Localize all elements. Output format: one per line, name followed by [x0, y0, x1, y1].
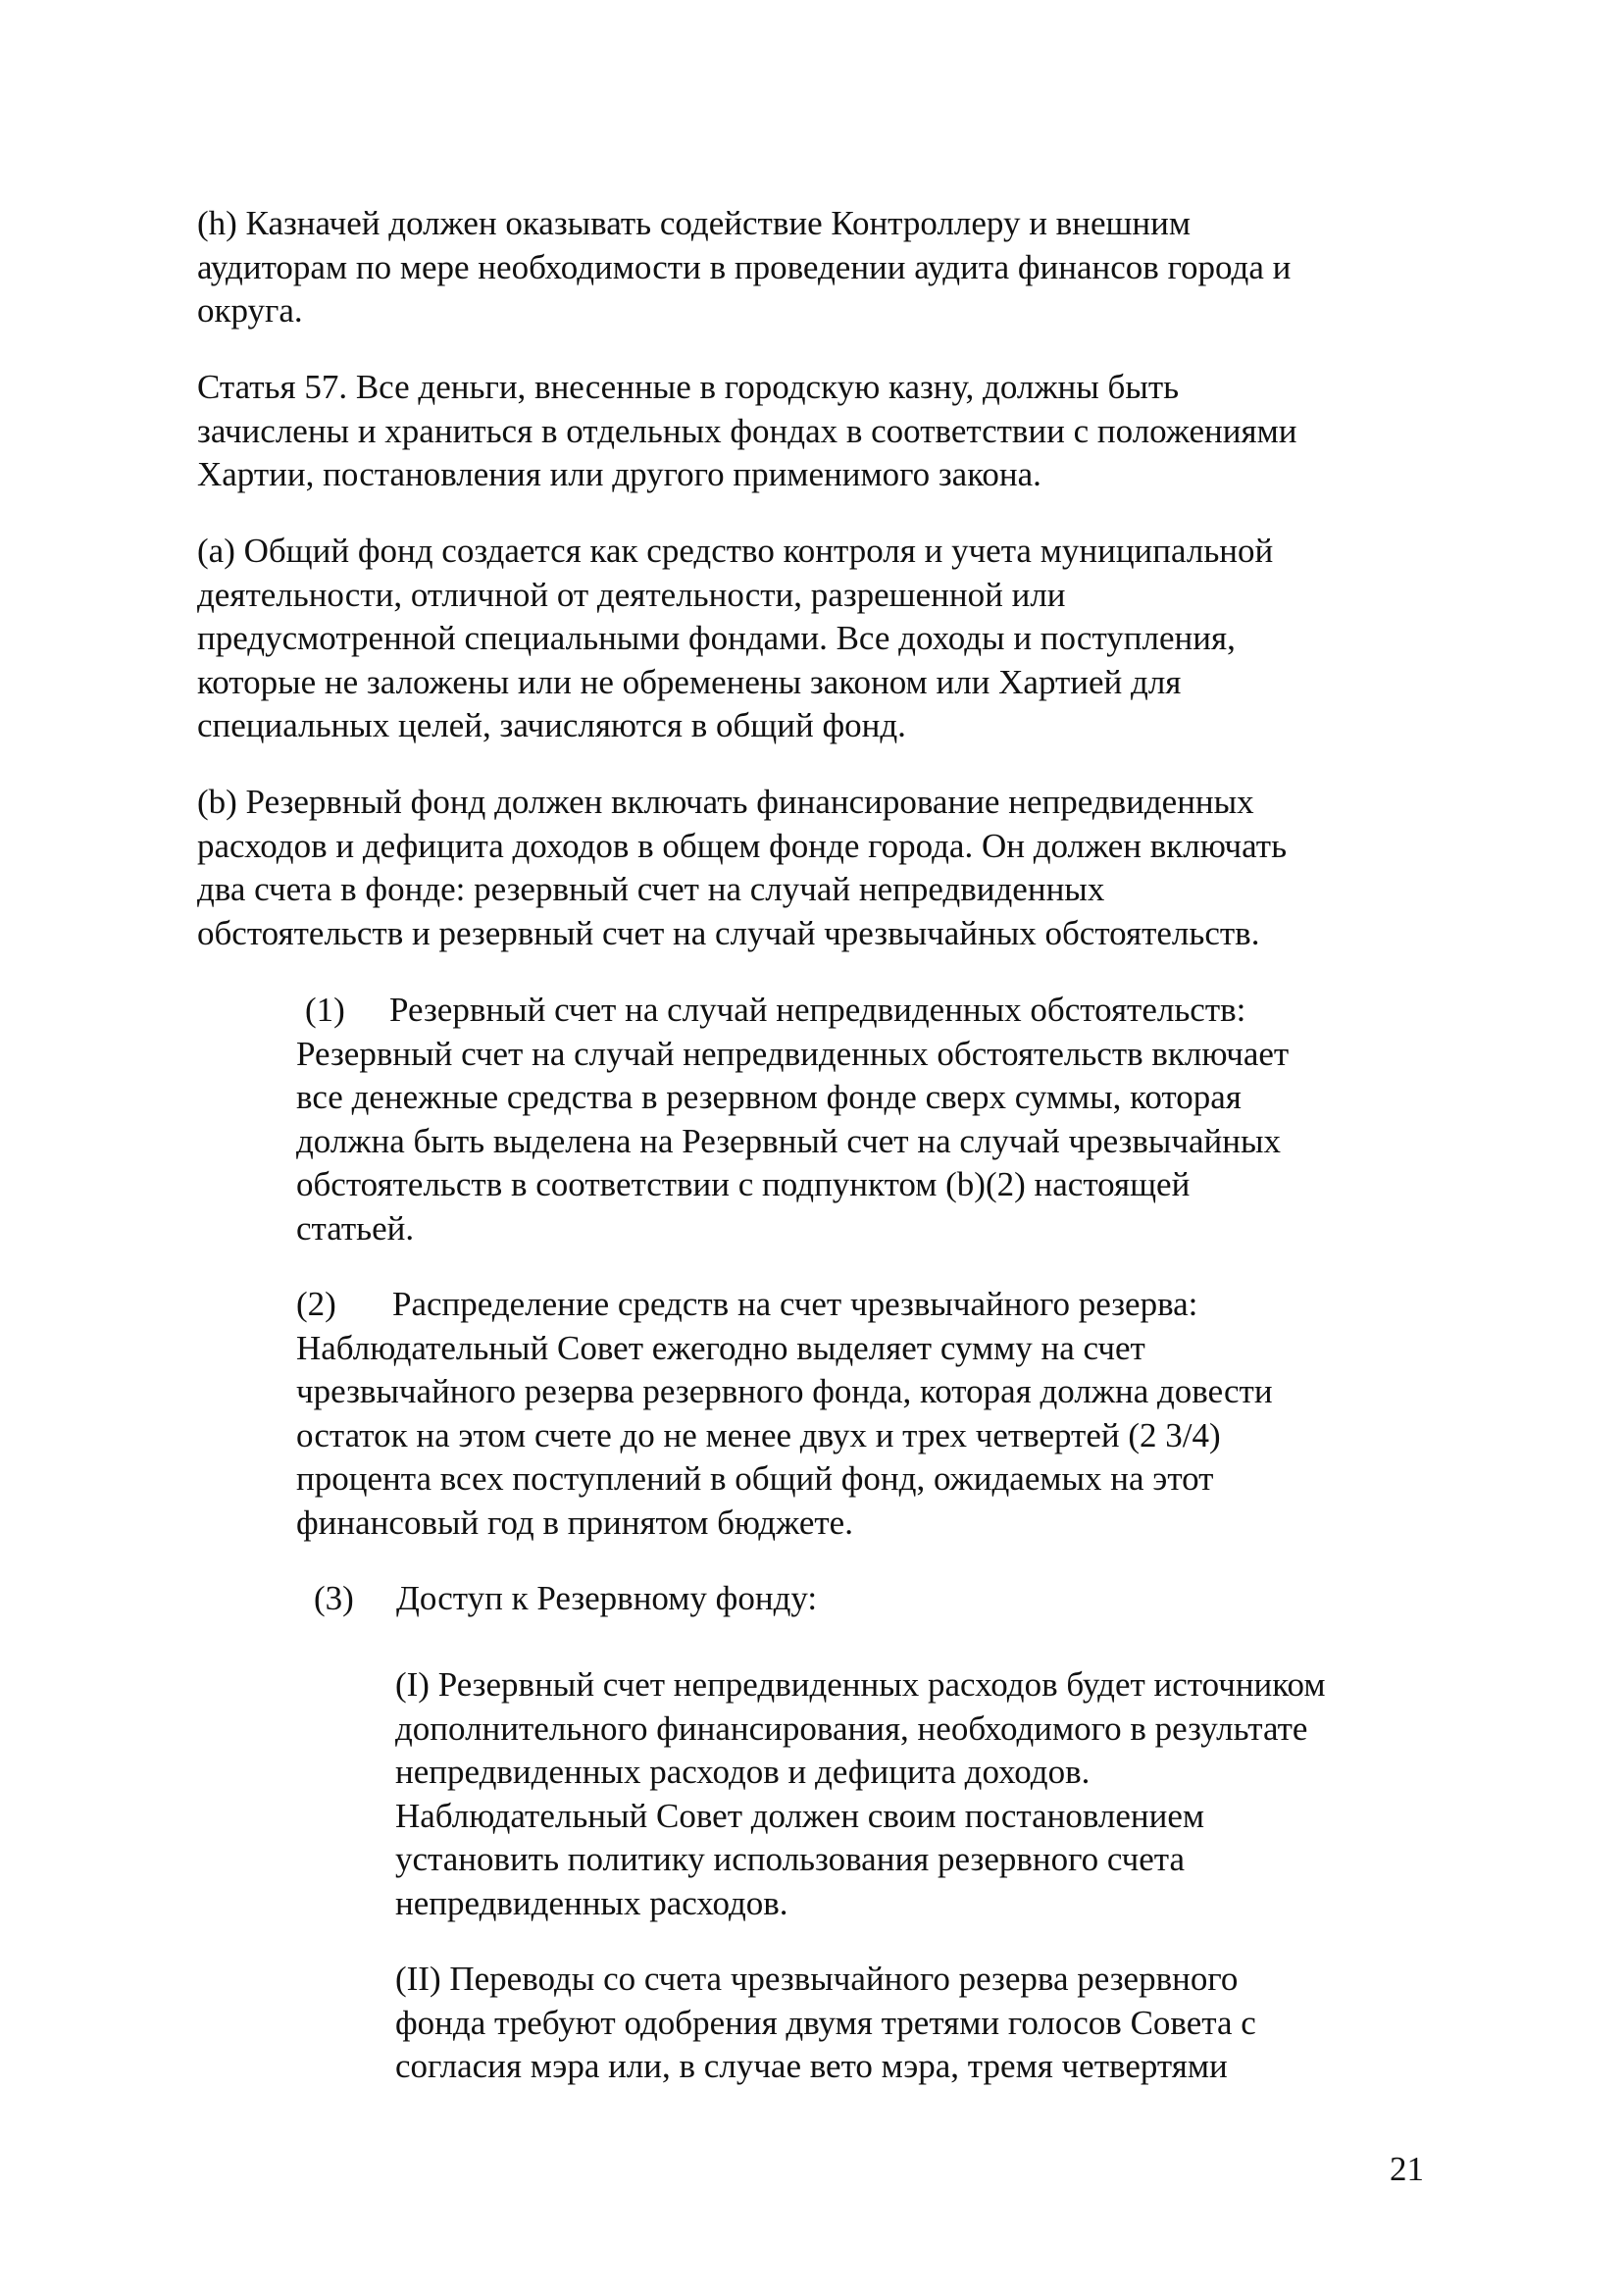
- subitem-title: Доступ к Резервному фонду:: [396, 1579, 818, 1617]
- text-line: (h) Казначей должен оказывать содействие Контроллеру и внешним: [197, 204, 1192, 242]
- text-line: зачислены и храниться в отдельных фондах в соответствии с положениями: [197, 411, 1297, 450]
- paragraph-a: [197, 530, 1273, 748]
- text-line: все денежные средства в резервном фонде сверх суммы, которая: [296, 1078, 1242, 1117]
- paragraph-b3-I: [395, 1663, 1326, 1926]
- text-line: статьей.: [296, 1208, 415, 1248]
- text-line: (I) Резервный счет непредвиденных расходов будет источником: [395, 1665, 1326, 1704]
- text-line: чрезвычайного резерва резервного фонда, которая должна довести: [296, 1372, 1273, 1411]
- text-line: должна быть выделена на Резервный счет на случай чрезвычайных: [296, 1121, 1282, 1160]
- paragraph-b1: [296, 989, 1289, 1251]
- text-line: обстоятельств в соответствии с подпунктом (b)(2) настоящей: [296, 1165, 1191, 1204]
- text-line: дополнительного финансирования, необходимого в результате: [395, 1708, 1308, 1748]
- text-line: согласия мэра или, в случае вето мэра, тремя четвертями: [395, 2047, 1228, 2086]
- paragraph-b3-II: [395, 1958, 1256, 2089]
- text-line: округа.: [197, 291, 303, 331]
- text-line: установить политику использования резервного счета: [395, 1840, 1186, 1879]
- text-line: Статья 57. Все деньги, внесенные в городскую казну, должны быть: [197, 368, 1180, 406]
- text-line: (b) Резервный фонд должен включать финансирование непредвиденных: [197, 783, 1254, 821]
- text-line: которые не заложены или не обременены законом или Хартией для: [197, 662, 1182, 701]
- text-line: процента всех поступлений в общий фонд, ожидаемых на этот: [296, 1459, 1214, 1499]
- subitem-heading: [296, 989, 1289, 1033]
- text-line: предусмотренной специальными фондами. Все доходы и поступления,: [197, 619, 1236, 658]
- subitem-number: (2): [296, 1285, 336, 1323]
- text-line: Резервный счет на случай непредвиденных обстоятельств включает: [296, 1034, 1290, 1073]
- text-line: аудиторам по мере необходимости в проведении аудита финансов города и: [197, 247, 1292, 286]
- subitem-title: Распределение средств на счет чрезвычайного резерва:: [392, 1285, 1198, 1323]
- text-line: финансовый год в принятом бюджете.: [296, 1503, 853, 1542]
- subitem-heading: [296, 1577, 817, 1621]
- paragraph-article-57: [197, 366, 1297, 497]
- text-line: Наблюдательный Совет ежегодно выделяет сумму на счет: [296, 1328, 1145, 1367]
- text-line: непредвиденных расходов и дефицита доходов.: [395, 1753, 1091, 1792]
- text-line: Наблюдательный Совет должен своим постановлением: [395, 1796, 1205, 1835]
- subitem-number: (3): [314, 1579, 354, 1617]
- text-line: (II) Переводы со счета чрезвычайного резерва резервного: [395, 1960, 1239, 1998]
- text-line: Хартии, постановления или другого применимого закона.: [197, 455, 1041, 494]
- text-line: (a) Общий фонд создается как средство контроля и учета муниципальной: [197, 532, 1274, 570]
- text-line: деятельности, отличной от деятельности, разрешенной или: [197, 575, 1066, 614]
- subitem-title: Резервный счет на случай непредвиденных обстоятельств:: [389, 991, 1246, 1029]
- text-line: остаток на этом счете до не менее двух и трех четвертей (2 3/4): [296, 1415, 1221, 1454]
- page-number: 21: [1390, 2150, 1424, 2188]
- paragraph-b3: [296, 1577, 817, 1621]
- text-line: обстоятельств и резервный счет на случай чрезвычайных обстоятельств.: [197, 913, 1260, 952]
- paragraph-b: [197, 781, 1287, 955]
- text-line: непредвиденных расходов.: [395, 1883, 788, 1922]
- text-line: два счета в фонде: резервный счет на случай непредвиденных: [197, 870, 1105, 909]
- subitem-number: (1): [305, 991, 345, 1029]
- text-line: специальных целей, зачисляются в общий фонд.: [197, 706, 906, 745]
- paragraph-b2: [296, 1283, 1273, 1546]
- subitem-heading: [296, 1283, 1273, 1327]
- text-line: фонда требуют одобрения двумя третями голосов Совета с: [395, 2003, 1256, 2042]
- text-line: расходов и дефицита доходов в общем фонде города. Он должен включать: [197, 826, 1288, 865]
- paragraph-h: [197, 202, 1291, 333]
